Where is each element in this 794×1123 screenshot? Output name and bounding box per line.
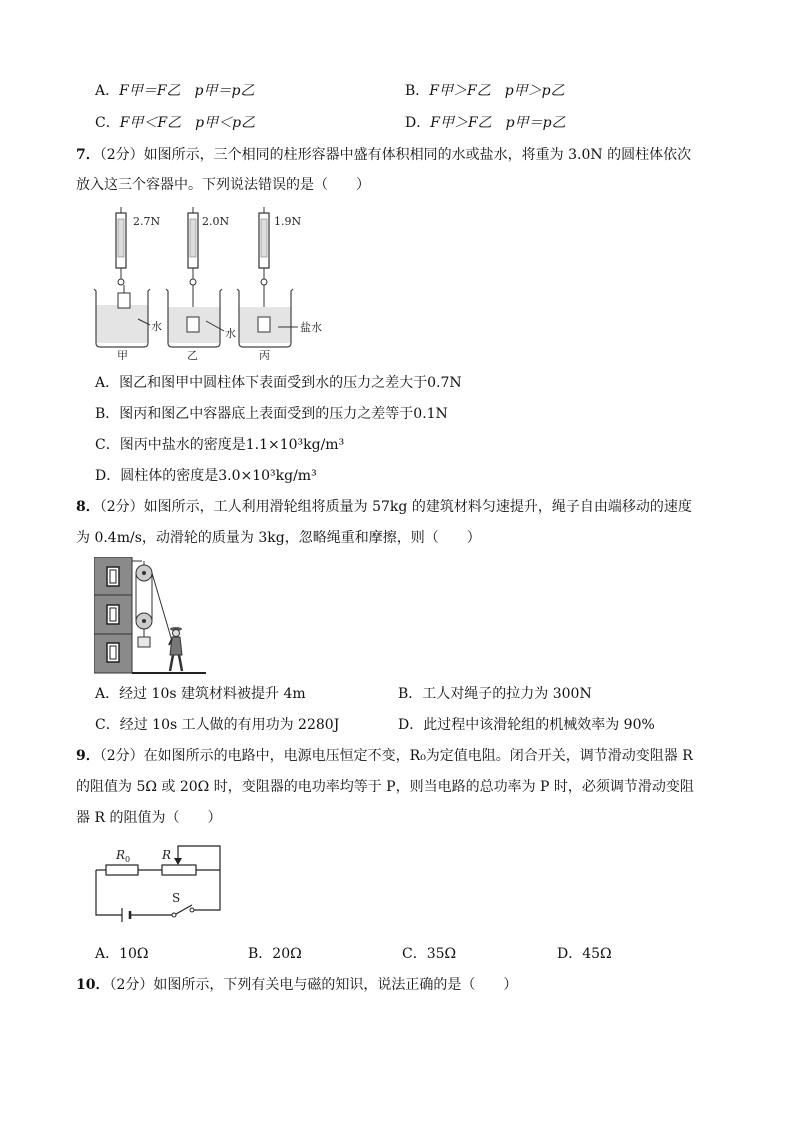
building-wall [94,557,132,673]
building-material [138,637,150,647]
q9-stem-line-1 [76,746,693,766]
fixed-pulley [132,561,152,581]
q7-reading-3: 1.9N [274,215,302,228]
q8-figure [94,557,206,677]
q7-option-a: A．图乙和图甲中圆柱体下表面受到水的压力之差大于0.7N [95,375,462,391]
q9-stem-text-1: （2分）在如图所示的电路中，电源电压恒定不变，R₀为定值电阻。闭合开关，调节滑动变阻器 R [99,748,693,764]
q7-caption-1: 甲 [117,349,128,360]
q7-number: 7． [76,147,100,163]
q10-stem-text-1: （2分）如图所示，下列有关电与磁的知识，说法正确的是（ ） [109,977,518,993]
beaker-1 [94,289,150,347]
q8-stem-text-1: （2分）如图所示，工人利用滑轮组将质量为 57kg 的建筑材料匀速提升，绳子自由端移动的速度 [99,499,692,515]
q9-option-c: C．35Ω [402,946,457,962]
q9-r0-label: $R_0$ [116,848,131,864]
q9-stem-line-3: 器 R 的阻值为（ ） [76,810,222,826]
q7-liquid-3: 盐水 [300,321,322,334]
q6-option-a [95,81,254,101]
q8-option-a: A．经过 10s 建筑材料被提升 4m [95,686,306,702]
q9-circuit-figure [92,840,227,922]
q8-option-d: D．此过程中该滑轮组的机械效率为 90% [398,717,655,733]
q6-option-c-label: C． [95,115,120,131]
q7-figure [88,207,348,360]
q8-option-c: C．经过 10s 工人做的有用功为 2280J [95,717,340,733]
rheostat-r [162,865,196,875]
q9-option-b: B．20Ω [248,946,302,962]
q9-option-d: D．45Ω [557,946,612,962]
q6-option-a-label: A． [95,83,120,99]
q7-caption-3: 丙 [259,349,270,360]
q7-caption-2: 乙 [187,349,198,360]
q7-option-d: D．圆柱体的密度是3.0×10³kg/m³ [95,468,317,484]
q7-stem-text-1: （2分）如图所示，三个相同的柱形容器中盛有体积相同的水或盐水，将重为 3.0N 的圆柱体依次 [99,147,692,163]
q6-option-b [405,81,565,101]
q7-option-b: B．图丙和图乙中容器底上表面受到的压力之差等于0.1N [95,406,448,422]
q9-r-label: R [162,848,172,862]
q6-option-c-text: F甲＜F乙 p甲＜p乙 [119,115,256,131]
beaker-2 [166,289,222,347]
q6-option-d-text: F甲＞F乙 p甲＝p乙 [430,115,566,131]
q7-option-c: C．图丙中盐水的密度是1.1×10³kg/m³ [95,437,345,453]
q7-reading-1: 2.7N [133,215,161,228]
worker [169,627,182,671]
rheostat-slider-icon [174,858,182,865]
q6-option-d [405,113,566,133]
q10-number: 10． [76,977,110,993]
q7-liquid-1: 水 [151,320,162,333]
spring-scale-2 [188,207,198,317]
q6-option-d-label: D． [405,115,431,131]
q9-switch-label: S [172,891,181,905]
q6-option-b-label: B． [405,83,430,99]
spring-scale-3 [259,207,269,317]
q6-option-a-text: F甲＝F乙 p甲＝p乙 [119,83,255,99]
q7-stem-line-1 [76,145,691,165]
q8-stem-line-2: 为 0.4m/s，动滑轮的质量为 3kg，忽略绳重和摩擦，则（ ） [76,530,481,546]
q7-stem-line-2: 放入这三个容器中。下列说法错误的是（ ） [76,177,370,193]
resistor-r0 [106,865,138,875]
switch-icon [172,913,176,917]
q9-option-a: A．10Ω [95,946,149,962]
q10-stem-line-1 [76,975,517,995]
q9-number: 9． [76,748,100,764]
q8-option-b: B．工人对绳子的拉力为 300N [398,686,592,702]
q8-number: 8． [76,499,100,515]
q7-liquid-2: 水 [225,327,236,340]
q8-stem-line-1 [76,497,692,517]
movable-pulley [136,573,152,637]
spring-scale-1 [116,207,126,303]
beaker-3 [237,289,293,347]
q9-stem-line-2: 的阻值为 5Ω 或 20Ω 时，变阻器的电功率均等于 P，则当电路的总功率为 P 时，必须调节滑动变阻 [76,779,694,795]
q6-option-b-text: F甲＞F乙 p甲＞p乙 [429,83,565,99]
q6-option-c [95,113,255,133]
q7-reading-2: 2.0N [202,215,230,228]
